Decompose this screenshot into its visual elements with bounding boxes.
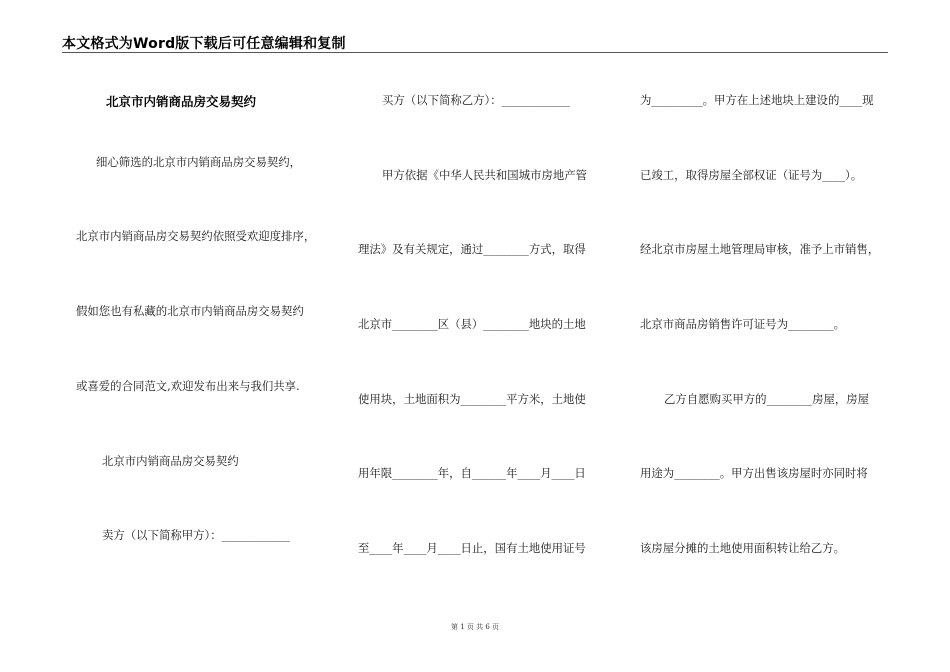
text-line: 卖方（以下简称甲方）：____________ [102,528,290,542]
text-line: 已竣工，取得房屋全部权证（证号为____）。 [640,168,863,182]
text-line: 使用块，土地面积为________平方米，土地使 [358,392,586,406]
text-line: 理法》及有关规定，通过________方式，取得 [358,242,586,256]
page-number: 第 1 页 共 6 页 [450,623,500,631]
text-line: 北京市商品房销售许可证号为________。 [640,317,846,331]
text-line: 为_________。甲方在上述地块上建设的____现 [640,93,874,107]
text-line: 至____年____月____日止，国有土地使用证号 [358,541,586,555]
text-line: 假如您也有私藏的北京市内销商品房交易契约 [76,304,304,318]
text-line: 乙方自愿购买甲方的________房屋，房屋 [664,392,870,406]
text-line: 或喜爱的合同范文,欢迎发布出来与我们共享. [76,379,300,393]
text-line: 北京市内销商品房交易契约 [102,454,239,468]
text-line: 该房屋分摊的土地使用面积转让给乙方。 [640,541,846,555]
text-line: 用途为________。甲方出售该房屋时亦同时将 [640,466,868,480]
document-banner: 本文格式为Word版下载后可任意编辑和复制 [62,36,346,52]
text-line: 用年限________年，自______年____月____日 [358,466,586,480]
text-line: 北京市内销商品房交易契约依照受欢迎度排序， [76,229,316,243]
text-line: 买方（以下简称乙方）：____________ [382,93,570,107]
text-line: 经北京市房屋土地管理局审核，准予上市销售， [640,242,880,256]
document-title: 北京市内销商品房交易契约 [106,94,257,109]
text-line: 甲方依据《中华人民共和国城市房地产管 [382,168,588,182]
text-line: 细心筛选的北京市内销商品房交易契约， [96,155,302,169]
text-line: 北京市________区（县）________地块的土地 [358,317,586,331]
header-rule [62,52,888,53]
